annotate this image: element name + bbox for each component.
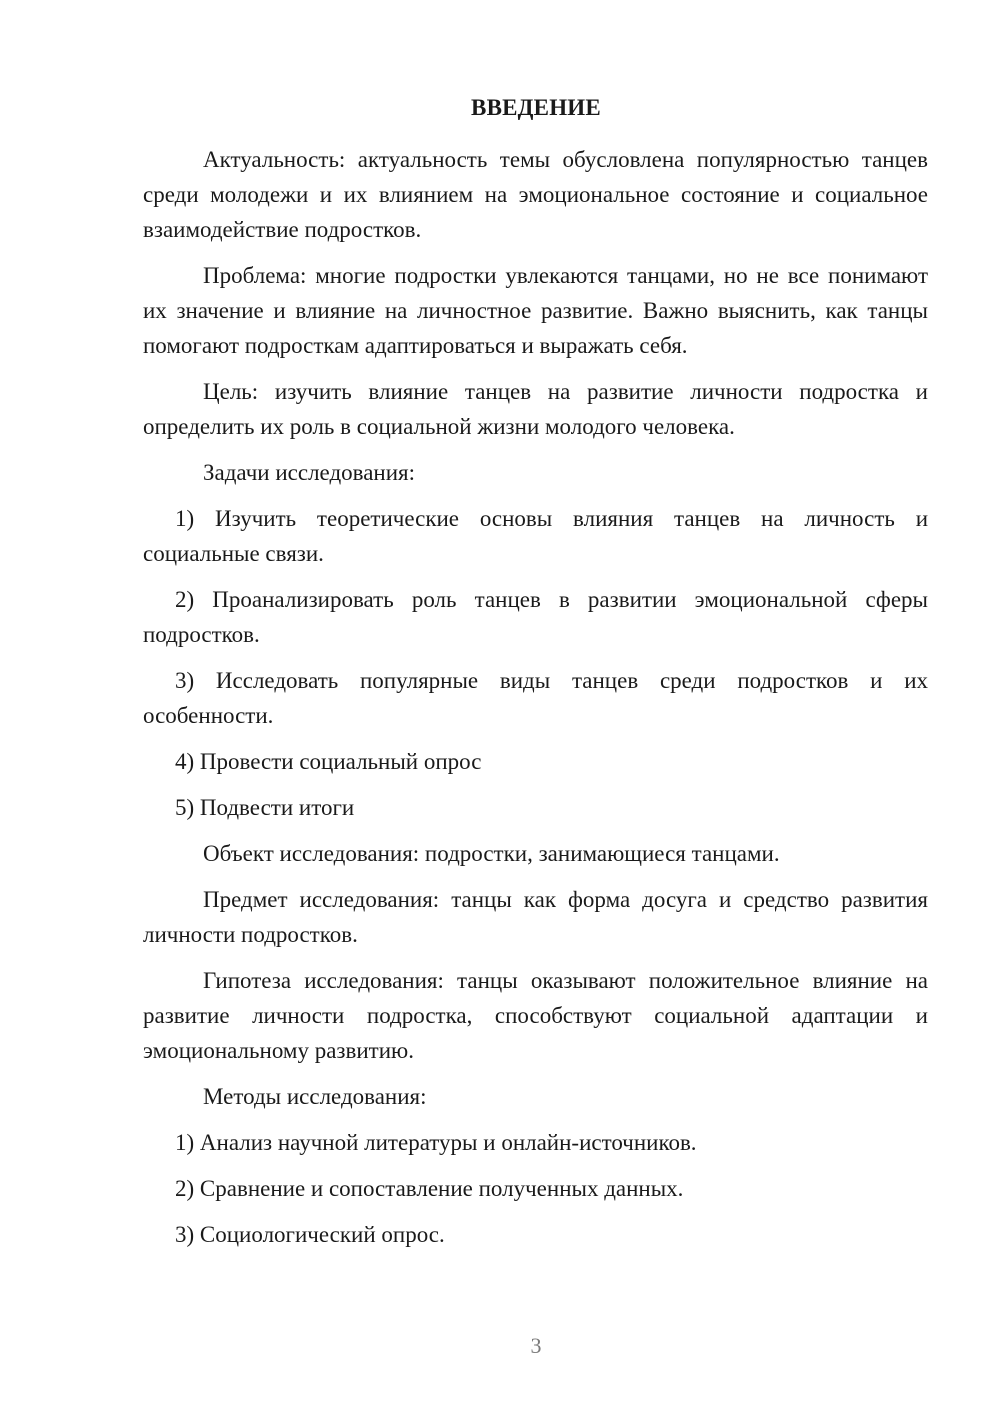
method-item: 3) Социологический опрос. (175, 1222, 445, 1247)
task-item: 2) Проанализировать роль танцев в развитии эмоциональной сферы подростков. (143, 587, 928, 647)
method-item: 2) Сравнение и сопоставление полученных данных. (175, 1176, 684, 1201)
task-item: 5) Подвести итоги (175, 795, 355, 820)
task-item: 4) Провести социальный опрос (175, 749, 482, 774)
tasks-heading: Задачи исследования: (203, 460, 416, 485)
relevance-paragraph: Актуальность: актуальность темы обусловлена популярностью танцев среди молодежи и их влиянием на эмоциональное состояние и социальное взаимодействие подростков. (143, 147, 928, 242)
page-number: 3 (530, 1333, 542, 1358)
problem-paragraph: Проблема: многие подростки увлекаются танцами, но не все понимают их значение и влияние на личностное развитие. Важно выяснить, как танцы помогают подросткам адаптироваться и выражать себя. (143, 263, 928, 358)
object-paragraph: Объект исследования: подростки, занимающиеся танцами. (203, 841, 780, 866)
subject-paragraph: Предмет исследования: танцы как форма досуга и средство развития личности подростков. (143, 887, 928, 947)
task-item: 3) Исследовать популярные виды танцев среди подростков и их особенности. (143, 668, 928, 728)
method-item: 1) Анализ научной литературы и онлайн-источников. (175, 1130, 697, 1155)
page-title: ВВЕДЕНИЕ (471, 95, 601, 120)
goal-paragraph: Цель: изучить влияние танцев на развитие личности подростка и определить их роль в социальной жизни молодого человека. (143, 379, 928, 439)
methods-heading: Методы исследования: (203, 1084, 427, 1109)
hypothesis-paragraph: Гипотеза исследования: танцы оказывают положительное влияние на развитие личности подростка, способствуют социальной адаптации и эмоциональному развитию. (143, 968, 928, 1063)
document-body (143, 142, 928, 1263)
task-item: 1) Изучить теоретические основы влияния танцев на личность и социальные связи. (143, 506, 928, 566)
